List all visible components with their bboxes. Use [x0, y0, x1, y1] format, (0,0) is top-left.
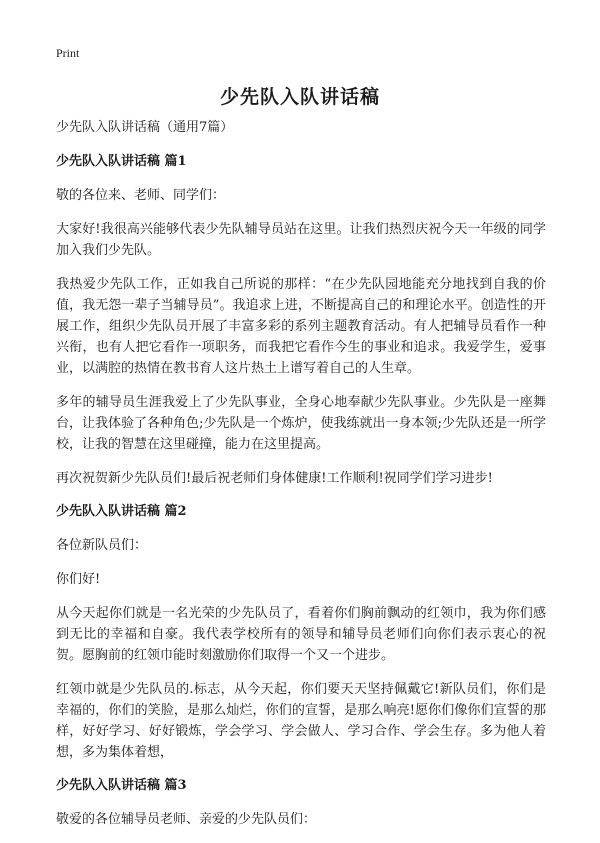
section-heading: 少先队入队讲话稿 篇2: [56, 504, 187, 519]
paragraph: 我热爱少先队工作，正如我自己所说的那样：“在少先队园地能充分地找到自我的价值，我无怨一辈子当辅导员”。我追求上进，不断提高自己的和理论水平。创造性的开展工作，组织少先队员开展了丰富多彩的系列主题教育活动。有人把辅导员看作一种兴衔，也有人把它看作一项职务，而我把它看作今生的事业和追求。我爱学生，爱事业，以满腔的热情在教书育人这片热土上谱写着自己的人生章。: [56, 277, 546, 376]
paragraph: 大家好!我很高兴能够代表少先队辅导员站在这里。让我们热烈庆祝今天一年级的同学加入我们少先队。: [56, 222, 546, 258]
paragraph: 你们好!: [56, 572, 101, 587]
paragraph: 敬的各位来、老师、同学们：: [56, 188, 226, 203]
paragraph: 从今天起你们就是一名光荣的少先队员了，看着你们胸前飘动的红领巾，我为你们感到无比的幸福和自豪。我代表学校所有的领导和辅导员老师们向你们表示衷心的祝贺。愿胸前的红领巾能时刻激励你们取得一个又一个进步。: [56, 606, 546, 663]
paragraph: 多年的辅导员生涯我爱上了少先队事业，全身心地奉献少先队事业。少先队是一座舞台，让我体验了各种角色;少先队是一个炼炉，使我练就出一身本领;少先队还是一所学校，让我的智慧在这里碰撞，能力在这里提高。: [56, 395, 546, 452]
document-title: 少先队入队讲话稿: [219, 86, 380, 108]
document-subtitle: 少先队入队讲话稿（通用7篇）: [56, 120, 234, 135]
paragraph: 再次祝贺新少先队员们!最后祝老师们身体健康!工作顺利!祝同学们学习进步!: [56, 471, 493, 486]
section-heading: 少先队入队讲话稿 篇3: [56, 778, 187, 793]
section-heading: 少先队入队讲话稿 篇1: [56, 154, 187, 169]
paragraph: 敬爱的各位辅导员老师、亲爱的少先队员们：: [56, 812, 317, 827]
print-link[interactable]: Print: [56, 46, 80, 60]
paragraph: 红领巾就是少先队员的.标志，从今天起，你们要天天坚持佩戴它!新队员们，你们是幸福的，你们的笑脸，是那么灿烂，你们的宣誓，是那么响亮!愿你们像你们宣誓的那样，好好学习、好好锻炼，学会学习、学会做人、学习合作、学会生存。多为他人着想，多为集体着想，: [56, 682, 546, 760]
document-body: [56, 118, 546, 843]
paragraph: 各位新队员们：: [56, 538, 148, 553]
